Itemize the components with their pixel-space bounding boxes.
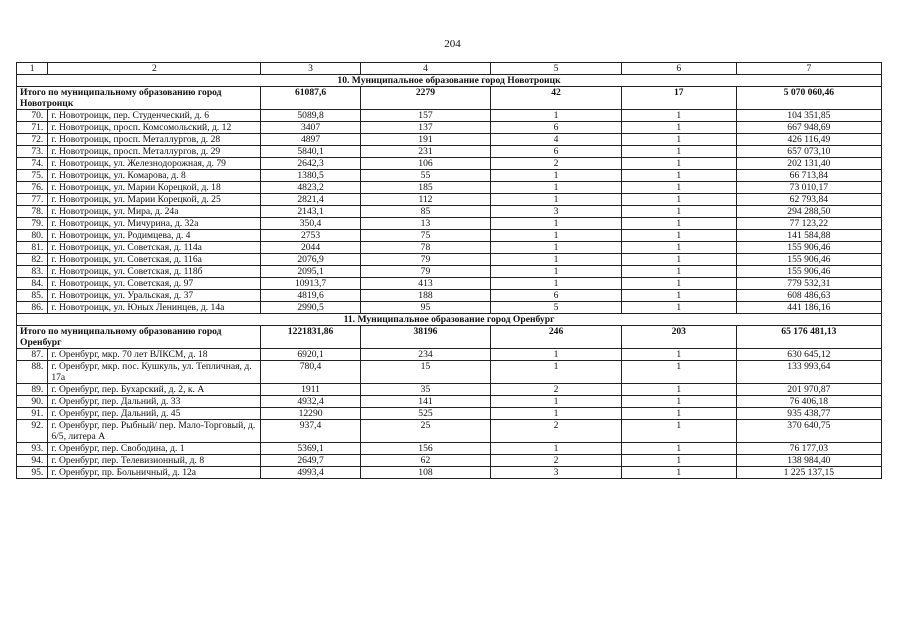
- col5-cell: 5: [491, 302, 622, 314]
- cost-cell: 76 177,03: [736, 443, 881, 455]
- column-number: 3: [261, 63, 360, 75]
- total-col5: 42: [491, 87, 622, 110]
- col4-cell: 55: [360, 170, 491, 182]
- address-cell: г. Новотроицк, просп. Металлургов, д. 29: [48, 146, 261, 158]
- area-cell: 2649,7: [261, 455, 360, 467]
- section-total-row: [17, 326, 882, 349]
- address-cell: г. Новотроицк, ул. Советская, д. 114а: [48, 242, 261, 254]
- table-row: [17, 230, 882, 242]
- address-cell: г. Новотроицк, пер. Студенческий, д. 6: [48, 110, 261, 122]
- total-col5: 246: [491, 326, 622, 349]
- total-area: 61087,6: [261, 87, 360, 110]
- col4-cell: 15: [360, 361, 491, 384]
- row-number: 75.: [17, 170, 48, 182]
- row-number: 92.: [17, 420, 48, 443]
- row-number: 89.: [17, 384, 48, 396]
- area-cell: 2143,1: [261, 206, 360, 218]
- area-cell: 2642,3: [261, 158, 360, 170]
- col5-cell: 2: [491, 384, 622, 396]
- address-cell: г. Новотроицк, ул. Марии Корецкой, д. 18: [48, 182, 261, 194]
- col5-cell: 6: [491, 290, 622, 302]
- section-title-row: [17, 314, 882, 326]
- area-cell: 350,4: [261, 218, 360, 230]
- area-cell: 5369,1: [261, 443, 360, 455]
- col5-cell: 1: [491, 218, 622, 230]
- area-cell: 2076,9: [261, 254, 360, 266]
- col6-cell: 1: [621, 218, 736, 230]
- row-number: 73.: [17, 146, 48, 158]
- address-cell: г. Новотроицк, просп. Металлургов, д. 28: [48, 134, 261, 146]
- table-row: [17, 158, 882, 170]
- area-cell: 4819,6: [261, 290, 360, 302]
- address-cell: г. Оренбург, мкр. пос. Кушкуль, ул. Тепличная, д. 17а: [48, 361, 261, 384]
- table-row: [17, 361, 882, 384]
- column-number: 6: [621, 63, 736, 75]
- area-cell: 4823,2: [261, 182, 360, 194]
- cost-cell: 608 486,63: [736, 290, 881, 302]
- row-number: 79.: [17, 218, 48, 230]
- address-cell: г. Новотроицк, ул. Мичурина, д. 32а: [48, 218, 261, 230]
- area-cell: 5840,1: [261, 146, 360, 158]
- total-label: Итого по муниципальному образованию город Оренбург: [17, 326, 261, 349]
- cost-cell: 155 906,46: [736, 266, 881, 278]
- section-title: 11. Муниципальное образование город Оренбург: [17, 314, 882, 326]
- address-cell: г. Новотроицк, ул. Советская, д. 97: [48, 278, 261, 290]
- section-title-row: [17, 75, 882, 87]
- table-row: [17, 146, 882, 158]
- table-body: [17, 63, 882, 479]
- cost-cell: 155 906,46: [736, 254, 881, 266]
- total-col6: 17: [621, 87, 736, 110]
- address-cell: г. Новотроицк, ул. Уральская, д. 37: [48, 290, 261, 302]
- col4-cell: 525: [360, 408, 491, 420]
- col6-cell: 1: [621, 254, 736, 266]
- address-cell: г. Оренбург, пер. Свободина, д. 1: [48, 443, 261, 455]
- column-number-row: [17, 63, 882, 75]
- row-number: 76.: [17, 182, 48, 194]
- table-row: [17, 384, 882, 396]
- col6-cell: 1: [621, 384, 736, 396]
- col5-cell: 1: [491, 408, 622, 420]
- row-number: 93.: [17, 443, 48, 455]
- table-row: [17, 349, 882, 361]
- col4-cell: 95: [360, 302, 491, 314]
- table-row: [17, 194, 882, 206]
- cost-cell: 935 438,77: [736, 408, 881, 420]
- column-number: 5: [491, 63, 622, 75]
- col6-cell: 1: [621, 134, 736, 146]
- area-cell: 10913,7: [261, 278, 360, 290]
- cost-cell: 441 186,16: [736, 302, 881, 314]
- table-row: [17, 266, 882, 278]
- col5-cell: 1: [491, 361, 622, 384]
- cost-cell: 667 948,69: [736, 122, 881, 134]
- address-cell: г. Новотроицк, ул. Комарова, д. 8: [48, 170, 261, 182]
- cost-cell: 657 073,10: [736, 146, 881, 158]
- cost-cell: 294 288,50: [736, 206, 881, 218]
- area-cell: 12290: [261, 408, 360, 420]
- col5-cell: 1: [491, 396, 622, 408]
- area-cell: 2821,4: [261, 194, 360, 206]
- col4-cell: 85: [360, 206, 491, 218]
- cost-cell: 1 225 137,15: [736, 467, 881, 479]
- section-total-row: [17, 87, 882, 110]
- cost-cell: 104 351,85: [736, 110, 881, 122]
- row-number: 80.: [17, 230, 48, 242]
- row-number: 78.: [17, 206, 48, 218]
- buildings-table: [16, 62, 882, 479]
- col4-cell: 112: [360, 194, 491, 206]
- col4-cell: 13: [360, 218, 491, 230]
- row-number: 77.: [17, 194, 48, 206]
- col5-cell: 1: [491, 254, 622, 266]
- col6-cell: 1: [621, 170, 736, 182]
- col6-cell: 1: [621, 242, 736, 254]
- area-cell: 4897: [261, 134, 360, 146]
- row-number: 88.: [17, 361, 48, 384]
- col6-cell: 1: [621, 455, 736, 467]
- table-row: [17, 134, 882, 146]
- col4-cell: 157: [360, 110, 491, 122]
- col6-cell: 1: [621, 408, 736, 420]
- cost-cell: 141 584,88: [736, 230, 881, 242]
- table-row: [17, 467, 882, 479]
- col5-cell: 1: [491, 170, 622, 182]
- cost-cell: 370 640,75: [736, 420, 881, 443]
- col5-cell: 1: [491, 266, 622, 278]
- col4-cell: 185: [360, 182, 491, 194]
- table-row: [17, 443, 882, 455]
- table-row: [17, 254, 882, 266]
- area-cell: 1911: [261, 384, 360, 396]
- area-cell: 4932,4: [261, 396, 360, 408]
- col4-cell: 141: [360, 396, 491, 408]
- cost-cell: 133 993,64: [736, 361, 881, 384]
- col5-cell: 2: [491, 420, 622, 443]
- address-cell: г. Оренбург, мкр. 70 лет ВЛКСМ, д. 18: [48, 349, 261, 361]
- page-number: 204: [444, 38, 461, 50]
- col6-cell: 1: [621, 182, 736, 194]
- col4-cell: 75: [360, 230, 491, 242]
- area-cell: 5089,8: [261, 110, 360, 122]
- col5-cell: 1: [491, 110, 622, 122]
- row-number: 87.: [17, 349, 48, 361]
- column-number: 7: [736, 63, 881, 75]
- area-cell: 2753: [261, 230, 360, 242]
- total-cost: 5 070 060,46: [736, 87, 881, 110]
- col6-cell: 1: [621, 443, 736, 455]
- table-row: [17, 420, 882, 443]
- col6-cell: 1: [621, 110, 736, 122]
- address-cell: г. Новотроицк, ул. Советская, д. 118б: [48, 266, 261, 278]
- col4-cell: 413: [360, 278, 491, 290]
- table-row: [17, 242, 882, 254]
- address-cell: г. Новотроицк, просп. Комсомольский, д. 12: [48, 122, 261, 134]
- cost-cell: 66 713,84: [736, 170, 881, 182]
- col4-cell: 231: [360, 146, 491, 158]
- col4-cell: 79: [360, 254, 491, 266]
- row-number: 95.: [17, 467, 48, 479]
- col6-cell: 1: [621, 302, 736, 314]
- area-cell: 1380,5: [261, 170, 360, 182]
- col5-cell: 1: [491, 230, 622, 242]
- total-cost: 65 176 481,13: [736, 326, 881, 349]
- total-col4: 2279: [360, 87, 491, 110]
- col6-cell: 1: [621, 290, 736, 302]
- col4-cell: 62: [360, 455, 491, 467]
- col5-cell: 6: [491, 146, 622, 158]
- col4-cell: 156: [360, 443, 491, 455]
- address-cell: г. Оренбург, пер. Рыбный/ пер. Мало-Торговый, д. 6/5, литера А: [48, 420, 261, 443]
- row-number: 86.: [17, 302, 48, 314]
- cost-cell: 77 123,22: [736, 218, 881, 230]
- cost-cell: 779 532,31: [736, 278, 881, 290]
- row-number: 85.: [17, 290, 48, 302]
- cost-cell: 201 970,87: [736, 384, 881, 396]
- col5-cell: 1: [491, 443, 622, 455]
- cost-cell: 202 131,40: [736, 158, 881, 170]
- column-number: 4: [360, 63, 491, 75]
- col5-cell: 4: [491, 134, 622, 146]
- area-cell: 4993,4: [261, 467, 360, 479]
- row-number: 91.: [17, 408, 48, 420]
- col6-cell: 1: [621, 146, 736, 158]
- area-cell: 780,4: [261, 361, 360, 384]
- col6-cell: 1: [621, 158, 736, 170]
- table-row: [17, 408, 882, 420]
- col4-cell: 79: [360, 266, 491, 278]
- col6-cell: 1: [621, 194, 736, 206]
- table-row: [17, 278, 882, 290]
- area-cell: 2044: [261, 242, 360, 254]
- address-cell: г. Оренбург, пер. Бухарский, д. 2, к. А: [48, 384, 261, 396]
- col6-cell: 1: [621, 349, 736, 361]
- col6-cell: 1: [621, 467, 736, 479]
- cost-cell: 138 984,40: [736, 455, 881, 467]
- cost-cell: 76 406,18: [736, 396, 881, 408]
- col4-cell: 108: [360, 467, 491, 479]
- col5-cell: 1: [491, 242, 622, 254]
- col6-cell: 1: [621, 361, 736, 384]
- address-cell: г. Новотроицк, ул. Родимцева, д. 4: [48, 230, 261, 242]
- col4-cell: 78: [360, 242, 491, 254]
- address-cell: г. Новотроицк, ул. Железнодорожная, д. 79: [48, 158, 261, 170]
- area-cell: 2095,1: [261, 266, 360, 278]
- row-number: 81.: [17, 242, 48, 254]
- col6-cell: 1: [621, 230, 736, 242]
- row-number: 71.: [17, 122, 48, 134]
- row-number: 84.: [17, 278, 48, 290]
- cost-cell: 630 645,12: [736, 349, 881, 361]
- total-label: Итого по муниципальному образованию город Новотроицк: [17, 87, 261, 110]
- table-row: [17, 396, 882, 408]
- col4-cell: 25: [360, 420, 491, 443]
- address-cell: г. Новотроицк, ул. Марии Корецкой, д. 25: [48, 194, 261, 206]
- table-row: [17, 110, 882, 122]
- col5-cell: 3: [491, 467, 622, 479]
- address-cell: г. Новотроицк, ул. Советская, д. 116а: [48, 254, 261, 266]
- row-number: 94.: [17, 455, 48, 467]
- column-number: 2: [48, 63, 261, 75]
- total-col6: 203: [621, 326, 736, 349]
- col6-cell: 1: [621, 396, 736, 408]
- table-row: [17, 218, 882, 230]
- address-cell: г. Оренбург, пер. Телевизионный, д. 8: [48, 455, 261, 467]
- col5-cell: 2: [491, 455, 622, 467]
- cost-cell: 73 010,17: [736, 182, 881, 194]
- col6-cell: 1: [621, 122, 736, 134]
- col4-cell: 137: [360, 122, 491, 134]
- col6-cell: 1: [621, 278, 736, 290]
- table-row: [17, 290, 882, 302]
- area-cell: 3407: [261, 122, 360, 134]
- total-area: 1221831,86: [261, 326, 360, 349]
- total-col4: 38196: [360, 326, 491, 349]
- col5-cell: 1: [491, 278, 622, 290]
- cost-cell: 62 793,84: [736, 194, 881, 206]
- table-row: [17, 122, 882, 134]
- col5-cell: 3: [491, 206, 622, 218]
- col6-cell: 1: [621, 206, 736, 218]
- table-row: [17, 206, 882, 218]
- col6-cell: 1: [621, 266, 736, 278]
- row-number: 83.: [17, 266, 48, 278]
- address-cell: г. Новотроицк, ул. Мира, д. 24а: [48, 206, 261, 218]
- section-title: 10. Муниципальное образование город Новотроицк: [17, 75, 882, 87]
- col5-cell: 2: [491, 158, 622, 170]
- col4-cell: 188: [360, 290, 491, 302]
- col4-cell: 106: [360, 158, 491, 170]
- row-number: 70.: [17, 110, 48, 122]
- table-row: [17, 302, 882, 314]
- area-cell: 6920,1: [261, 349, 360, 361]
- row-number: 90.: [17, 396, 48, 408]
- address-cell: г. Оренбург, пер. Дальний, д. 45: [48, 408, 261, 420]
- area-cell: 2990,5: [261, 302, 360, 314]
- col5-cell: 1: [491, 349, 622, 361]
- table-row: [17, 455, 882, 467]
- col4-cell: 35: [360, 384, 491, 396]
- column-number: 1: [17, 63, 48, 75]
- address-cell: г. Оренбург, пр. Больничный, д. 12а: [48, 467, 261, 479]
- cost-cell: 155 906,46: [736, 242, 881, 254]
- row-number: 82.: [17, 254, 48, 266]
- area-cell: 937,4: [261, 420, 360, 443]
- address-cell: г. Оренбург, пер. Дальний, д. 33: [48, 396, 261, 408]
- col6-cell: 1: [621, 420, 736, 443]
- col5-cell: 1: [491, 194, 622, 206]
- cost-cell: 426 116,49: [736, 134, 881, 146]
- col5-cell: 6: [491, 122, 622, 134]
- col4-cell: 191: [360, 134, 491, 146]
- address-cell: г. Новотроицк, ул. Юных Ленинцев, д. 14а: [48, 302, 261, 314]
- row-number: 72.: [17, 134, 48, 146]
- row-number: 74.: [17, 158, 48, 170]
- table-row: [17, 170, 882, 182]
- col4-cell: 234: [360, 349, 491, 361]
- col5-cell: 1: [491, 182, 622, 194]
- table-row: [17, 182, 882, 194]
